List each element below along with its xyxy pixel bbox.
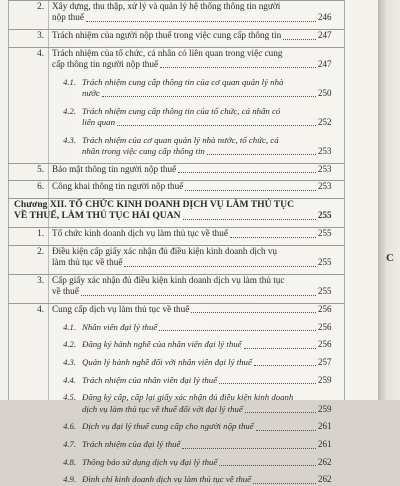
- toc-entry-number: 4.3.: [63, 356, 76, 367]
- toc-entry-text: Tổ chức kinh doanh dịch vụ làm thủ tục về thuế: [52, 228, 228, 239]
- toc-entry-row: [0, 164, 378, 175]
- toc-entry-text: Dịch vụ đại lý thuế cung cấp cho người nộp thuế: [82, 421, 254, 432]
- dot-leader: [102, 96, 316, 97]
- toc-entry-number: 4.3.: [63, 134, 76, 145]
- toc-entry-text: Chương XII. TỔ CHỨC KINH DOANH DỊCH VỤ LÀM THỦ TỤC: [14, 199, 294, 211]
- toc-page-number: 256: [318, 321, 332, 332]
- toc-entry-number: 3.: [37, 274, 44, 285]
- dot-leader: [283, 39, 316, 40]
- dot-leader: [159, 330, 316, 331]
- toc-entry-number: 4.: [37, 303, 44, 314]
- toc-page-number: 256: [318, 339, 332, 350]
- toc-entry-text: Trách nhiệm của đại lý thuế: [82, 439, 181, 449]
- toc-subentry-row: [0, 357, 378, 368]
- toc-entry-row: [0, 1, 378, 24]
- toc-page-number: 246: [318, 12, 332, 23]
- toc-entry-text: VỀ THUẾ, LÀM THỦ TỤC HẢI QUAN: [14, 210, 181, 222]
- toc-entry-row: [0, 228, 378, 239]
- toc-entry-text: Bảo mật thông tin người nộp thuế: [52, 163, 177, 174]
- toc-entry-number: 4.1.: [63, 76, 76, 87]
- dot-leader: [219, 465, 316, 466]
- toc-page-number: 247: [318, 30, 332, 40]
- toc-entry-text: Thông báo sử dụng dịch vụ đại lý thuế: [82, 456, 218, 467]
- toc-subentry-row: [0, 421, 378, 432]
- dot-leader: [183, 219, 316, 220]
- toc-page-number: 255: [318, 257, 332, 268]
- toc-entry-row: [0, 48, 378, 71]
- toc-subentry-row: [0, 322, 378, 333]
- toc-page-number: 261: [318, 439, 332, 449]
- toc-entry-text: liên quan: [82, 116, 115, 127]
- dot-leader: [191, 312, 316, 313]
- toc-entry-text: Xây dựng, thu thập, xử lý và quản lý hệ thống thông tin người: [52, 1, 281, 11]
- dot-leader: [185, 190, 316, 191]
- toc-subentry-row: [0, 474, 378, 485]
- toc-subentry-row: [0, 339, 378, 350]
- toc-subentry-row: [0, 457, 378, 468]
- toc-page-number: 262: [318, 474, 332, 485]
- toc-entry-number: 4.: [37, 47, 44, 58]
- toc-entry-text: Trách nhiệm của tổ chức, cá nhân có liên quan trong việc cung: [52, 47, 283, 58]
- toc-entry-text: Trách nhiệm của nhân viên đại lý thuế: [82, 374, 218, 385]
- toc-subentry-row: [0, 77, 378, 100]
- dot-leader: [230, 237, 316, 238]
- dot-leader: [256, 430, 316, 431]
- toc-entry-number: 4.9.: [63, 474, 76, 485]
- toc-entry-row: [0, 304, 378, 315]
- toc-entry-text: Điều kiện cấp giấy xác nhận đủ điều kiện kinh doanh dịch vụ: [52, 245, 278, 256]
- toc-entry-text: nhân trong việc cung cấp thông tin: [82, 145, 205, 156]
- toc-entry-number: 3.: [37, 30, 44, 40]
- toc-entry-number: 4.4.: [63, 374, 76, 385]
- toc-page-number: 262: [318, 456, 332, 467]
- facing-page-letter: C: [386, 252, 394, 264]
- toc-entry-number: 6.: [37, 181, 44, 192]
- toc-entry-text: Trách nhiệm cung cấp thông tin của cơ quan quản lý nhà: [82, 76, 284, 87]
- toc-entry-text: về thuế: [52, 286, 79, 297]
- toc-page-number: 253: [318, 145, 332, 156]
- toc-page-number: 261: [318, 421, 332, 432]
- toc-entry-number: 1.: [37, 228, 44, 239]
- toc-entry-number: 4.7.: [63, 439, 76, 449]
- toc-entry-text: Cung cấp dịch vụ làm thủ tục về thuế: [52, 303, 190, 314]
- toc-entry-text: Trách nhiệm của người nộp thuế trong việc cung cấp thông tin: [52, 30, 282, 40]
- toc-entry-number: 4.6.: [63, 421, 76, 432]
- toc-page-number: 257: [318, 356, 332, 367]
- toc-entry-number: 4.5.: [63, 392, 76, 403]
- toc-page-number: 252: [318, 116, 332, 127]
- toc-subentry-row: [0, 439, 378, 450]
- toc-entry-text: Cấp giấy xác nhận đủ điều kiện kinh doanh dịch vụ làm thủ tục: [52, 274, 285, 285]
- toc-subentry-row: [0, 106, 378, 129]
- toc-entry-number: 4.8.: [63, 456, 76, 467]
- book-spine: [378, 0, 400, 400]
- toc-subentry-row: [0, 135, 378, 158]
- dot-leader: [182, 448, 316, 449]
- toc-page-number: 255: [318, 228, 332, 239]
- toc-entry-text: nước: [82, 87, 100, 98]
- toc-entry-text: Đăng ký hành nghề của nhân viên đại lý thuế: [82, 339, 242, 350]
- dot-leader: [160, 67, 316, 68]
- dot-leader: [244, 348, 316, 349]
- toc-entry-text: Quản lý hành nghề đối với nhân viên đại lý thuế: [82, 356, 252, 367]
- toc-entry-text: làm thủ tục về thuế: [52, 257, 123, 268]
- toc-page-number: 255: [318, 286, 332, 297]
- toc-entry-number: 5.: [37, 163, 44, 174]
- dot-leader: [86, 21, 316, 22]
- toc-entry-number: 2.: [37, 245, 44, 256]
- dot-leader: [219, 383, 316, 384]
- toc-page-number: 256: [318, 303, 332, 314]
- toc-entry-number: 4.1.: [63, 321, 76, 332]
- toc-entry-text: Trách nhiệm cung cấp thông tin của tổ chức, cá nhân có: [82, 105, 281, 116]
- toc-entry-row: [0, 181, 378, 192]
- dot-leader: [254, 365, 316, 366]
- toc-subentry-row: [0, 392, 378, 415]
- dot-leader: [81, 295, 316, 296]
- dot-leader: [178, 172, 316, 173]
- dot-leader: [245, 412, 316, 413]
- dot-leader: [207, 154, 316, 155]
- toc-entry-text: dịch vụ làm thủ tục về thuế đối với đại lý thuế: [82, 403, 243, 414]
- toc-page-number: 247: [318, 58, 332, 69]
- toc-chapter-row: [0, 199, 378, 222]
- toc-subentry-row: [0, 375, 378, 386]
- toc-entry-text: Đình chỉ kinh doanh dịch vụ làm thủ tục về thuế: [82, 474, 252, 485]
- toc-entry-number: 4.2.: [63, 105, 76, 116]
- toc-entry-text: Công khai thông tin người nộp thuế: [52, 181, 184, 192]
- toc-entry-row: [0, 30, 378, 41]
- toc-entry-row: [0, 246, 378, 269]
- toc-page-number: 253: [318, 181, 332, 192]
- toc-entry-text: Nhân viên đại lý thuế: [82, 321, 158, 332]
- dot-leader: [124, 266, 316, 267]
- toc-page-number: 259: [318, 374, 332, 385]
- toc-page-number: 253: [318, 163, 332, 174]
- toc-entry-text: Đăng ký cấp, cấp lại giấy xác nhận đủ điều kiện kinh doanh: [82, 392, 294, 403]
- toc-entry-text: Trách nhiệm của cơ quan quản lý nhà nước, tổ chức, cá: [82, 134, 279, 145]
- toc-entry-text: cấp thông tin người nộp thuế: [52, 58, 159, 69]
- toc-entry-text: nộp thuế: [52, 12, 84, 23]
- toc-entry-number: 4.2.: [63, 339, 76, 350]
- toc-page-number: 255: [318, 210, 332, 221]
- dot-leader: [117, 125, 316, 126]
- toc-page-number: 250: [318, 87, 332, 98]
- dot-leader: [253, 483, 316, 484]
- toc-page-number: 259: [318, 403, 332, 414]
- toc-entry-row: [0, 275, 378, 298]
- toc-entry-number: 2.: [37, 1, 44, 11]
